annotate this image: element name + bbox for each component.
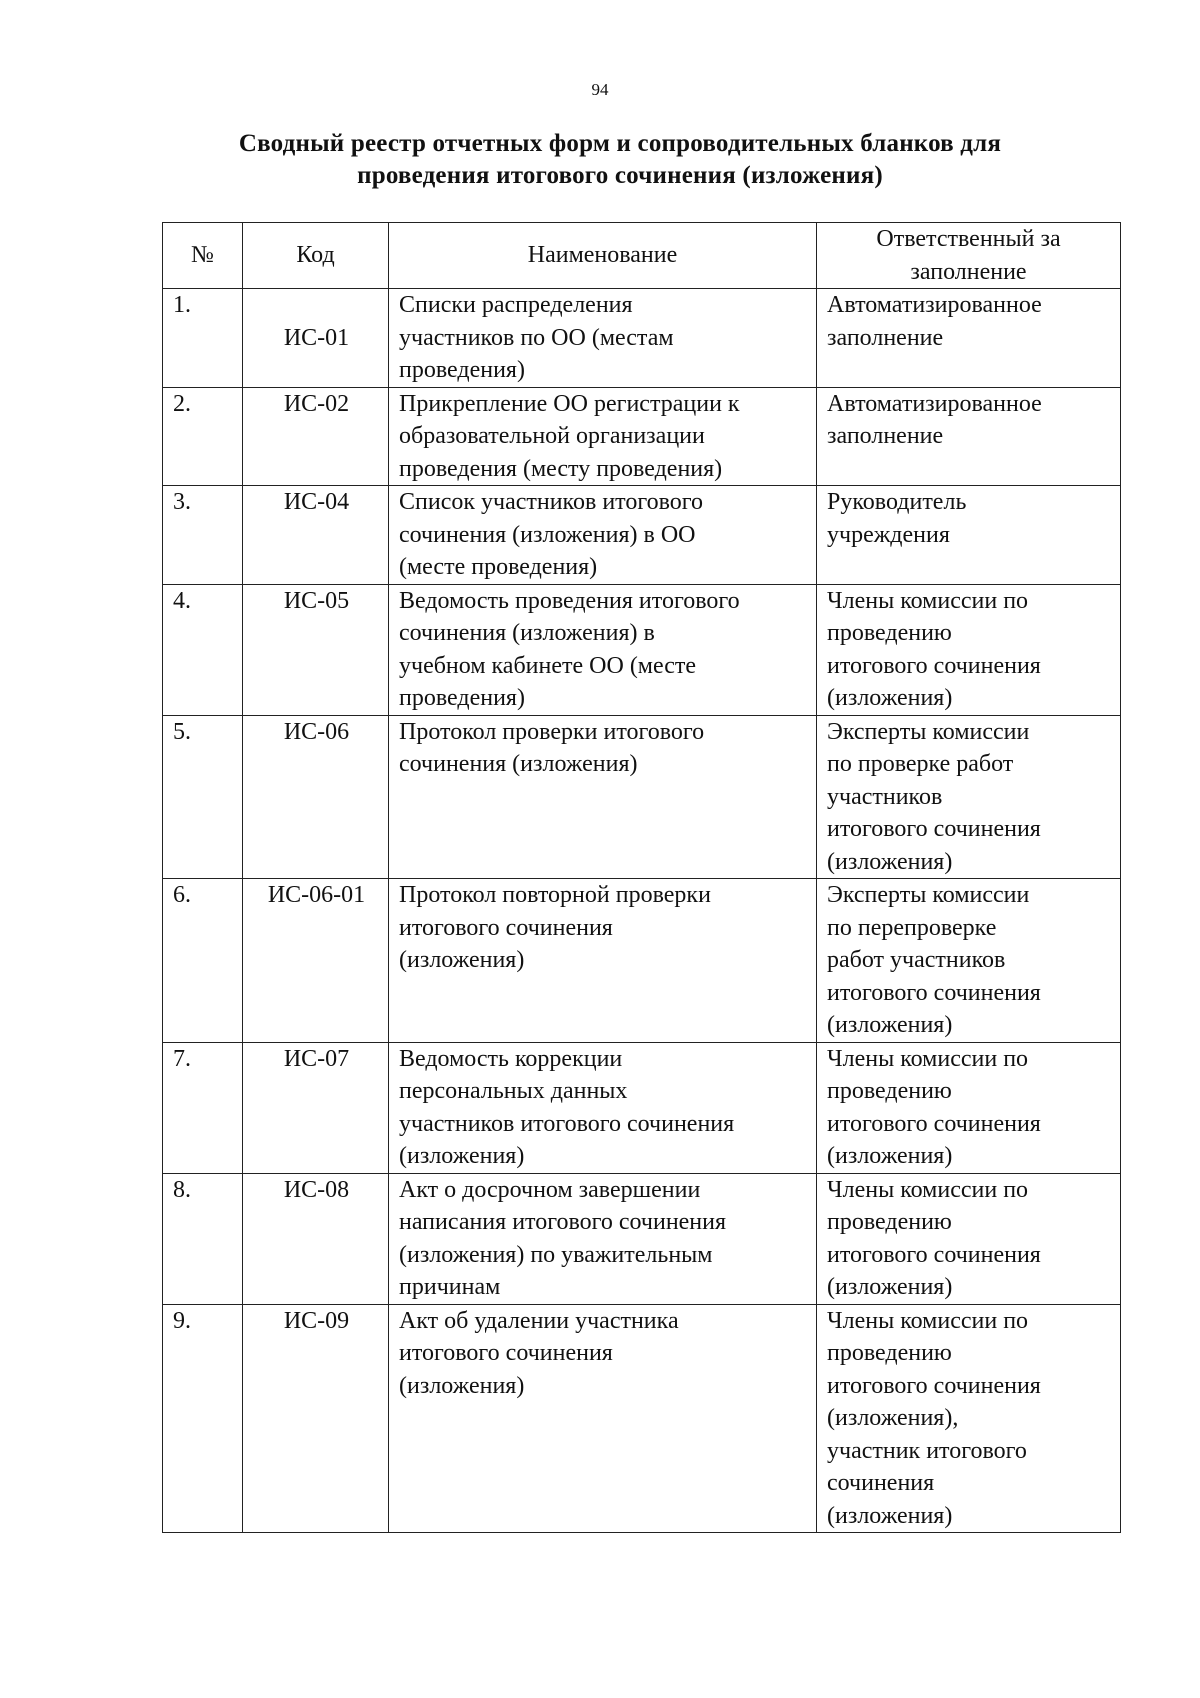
- table-row: [163, 1173, 1121, 1304]
- row-name: Акт об удалении участника итогового сочинения (изложения): [389, 1304, 817, 1533]
- row-responsible: Автоматизированное заполнение: [817, 387, 1121, 486]
- row-code: ИС-02: [243, 387, 389, 486]
- row-num: 9.: [163, 1304, 243, 1533]
- row-num: 6.: [163, 879, 243, 1043]
- row-name: Прикрепление ОО регистрации к образовательной организации проведения (месту проведения): [389, 387, 817, 486]
- table-header-row: [163, 223, 1121, 289]
- row-name: Список участников итогового сочинения (изложения) в ОО (месте проведения): [389, 486, 817, 585]
- row-responsible: Руководитель учреждения: [817, 486, 1121, 585]
- row-responsible: Члены комиссии по проведению итогового сочинения (изложения): [817, 584, 1121, 715]
- row-code: ИС-06: [243, 715, 389, 879]
- row-code: ИС-01: [243, 289, 389, 388]
- row-name: Ведомость коррекции персональных данных участников итогового сочинения (изложения): [389, 1042, 817, 1173]
- row-responsible: Члены комиссии по проведению итогового сочинения (изложения), участник итогового сочинения (изложения): [817, 1304, 1121, 1533]
- header-responsible: Ответственный за заполнение: [817, 223, 1121, 289]
- row-responsible: Автоматизированное заполнение: [817, 289, 1121, 388]
- table-row: [163, 289, 1121, 388]
- table-row: [163, 584, 1121, 715]
- row-num: 1.: [163, 289, 243, 388]
- row-num: 2.: [163, 387, 243, 486]
- row-name: Протокол повторной проверки итогового сочинения (изложения): [389, 879, 817, 1043]
- row-responsible: Члены комиссии по проведению итогового сочинения (изложения): [817, 1042, 1121, 1173]
- table-row: [163, 715, 1121, 879]
- page-number: 94: [591, 80, 609, 99]
- row-code: ИС-06-01: [243, 879, 389, 1043]
- registry-table: [162, 222, 1121, 1533]
- row-name: Ведомость проведения итогового сочинения (изложения) в учебном кабинете ОО (месте проведения): [389, 584, 817, 715]
- table-row: [163, 879, 1121, 1043]
- row-name: Протокол проверки итогового сочинения (изложения): [389, 715, 817, 879]
- row-responsible: Члены комиссии по проведению итогового сочинения (изложения): [817, 1173, 1121, 1304]
- row-num: 3.: [163, 486, 243, 585]
- table-row: [163, 1042, 1121, 1173]
- row-code: ИС-09: [243, 1304, 389, 1533]
- document-title: Сводный реестр отчетных форм и сопроводительных бланков для проведения итогового сочинения (изложения): [238, 130, 1002, 189]
- row-code: ИС-04: [243, 486, 389, 585]
- table-row: [163, 1304, 1121, 1533]
- row-name: Списки распределения участников по ОО (местам проведения): [389, 289, 817, 388]
- row-num: 8.: [163, 1173, 243, 1304]
- header-name: Наименование: [389, 223, 817, 289]
- row-code: ИС-05: [243, 584, 389, 715]
- row-responsible: Эксперты комиссии по перепроверке работ участников итогового сочинения (изложения): [817, 879, 1121, 1043]
- table-row: [163, 387, 1121, 486]
- row-num: 5.: [163, 715, 243, 879]
- row-code: ИС-07: [243, 1042, 389, 1173]
- header-code: Код: [243, 223, 389, 289]
- row-num: 4.: [163, 584, 243, 715]
- row-responsible: Эксперты комиссии по проверке работ участников итогового сочинения (изложения): [817, 715, 1121, 879]
- table-row: [163, 486, 1121, 585]
- row-name: Акт о досрочном завершении написания итогового сочинения (изложения) по уважительным причинам: [389, 1173, 817, 1304]
- header-num: №: [163, 223, 243, 289]
- row-num: 7.: [163, 1042, 243, 1173]
- row-code: ИС-08: [243, 1173, 389, 1304]
